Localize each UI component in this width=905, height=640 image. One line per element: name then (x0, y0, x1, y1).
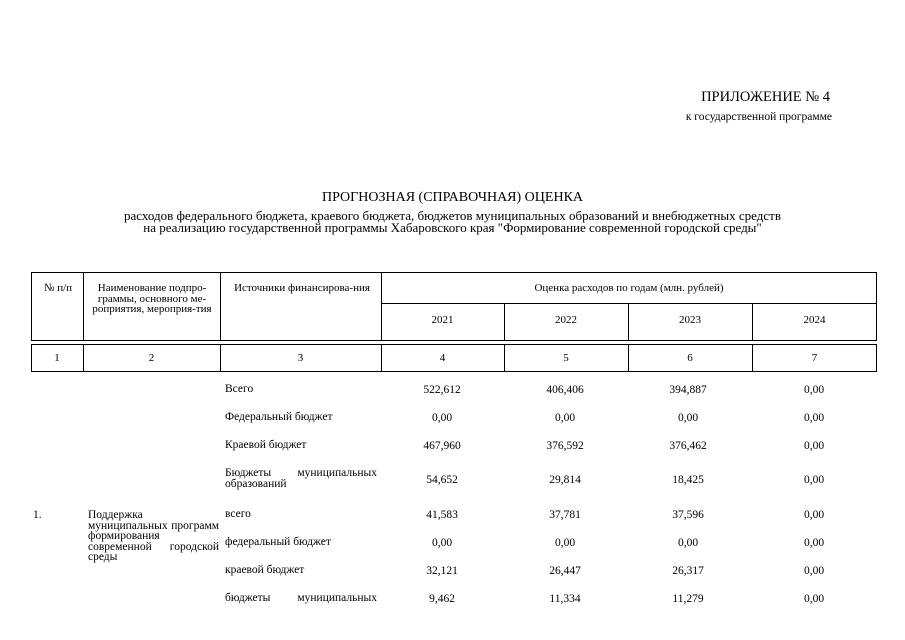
value-cell: 0,00 (803, 474, 825, 486)
value-cell: 0,00 (554, 412, 576, 424)
source-label: Федеральный бюджет (225, 411, 333, 423)
column-number: 2 (148, 352, 155, 364)
header-source: Источники финансирова-ния (234, 282, 370, 294)
value-cell: 0,00 (803, 412, 825, 424)
column-number: 1 (54, 352, 60, 364)
source-label: краевой бюджет (225, 564, 305, 576)
value-cell: 0,00 (554, 537, 576, 549)
value-cell: 376,592 (546, 440, 584, 452)
value-cell: 0,00 (803, 537, 825, 549)
value-cell: 0,00 (677, 537, 699, 549)
value-cell: 0,00 (803, 565, 825, 577)
document-subtitle-line2: на реализацию государственной программы Хабаровского края "Формирование современной городской среды" (143, 220, 762, 235)
item-number: 1. (33, 509, 42, 521)
column-number: 4 (439, 352, 446, 364)
header-year: 2024 (803, 314, 826, 326)
value-cell: 26,447 (549, 565, 581, 577)
value-cell: 467,960 (423, 440, 461, 452)
document-subtitle (55, 210, 850, 234)
value-cell: 29,814 (549, 474, 581, 486)
header-year: 2023 (679, 314, 701, 326)
value-cell: 11,279 (672, 593, 704, 605)
source-label: Бюджеты муниципальных образований (225, 467, 377, 490)
value-cell: 41,583 (426, 509, 458, 521)
source-label: бюджеты муниципальных (225, 592, 377, 604)
column-number: 7 (811, 352, 818, 364)
value-cell: 32,121 (426, 565, 458, 577)
appendix-subtitle: к государственной программе (685, 111, 832, 123)
value-cell: 522,612 (423, 384, 461, 396)
header-estimate: Оценка расходов по годам (млн. рублей) (534, 282, 724, 294)
column-number: 5 (563, 352, 569, 364)
value-cell: 0,00 (431, 537, 453, 549)
column-number: 3 (297, 352, 304, 364)
value-cell: 9,462 (429, 593, 455, 605)
value-cell: 11,334 (549, 593, 581, 605)
value-cell: 0,00 (803, 593, 825, 605)
value-cell: 0,00 (431, 412, 453, 424)
value-cell: 406,406 (546, 384, 584, 396)
header-table (31, 272, 877, 372)
column-number: 6 (687, 352, 693, 364)
value-cell: 0,00 (803, 440, 825, 452)
source-label: Краевой бюджет (225, 439, 307, 451)
document-title: ПРОГНОЗНАЯ (СПРАВОЧНАЯ) ОЦЕНКА (321, 190, 584, 205)
value-cell: 54,652 (426, 474, 458, 486)
value-cell: 37,781 (549, 509, 581, 521)
header-year: 2022 (555, 314, 577, 326)
source-label: Всего (225, 383, 254, 395)
item-name: Поддержка муниципальных программ формирования современной городской среды (88, 509, 219, 563)
value-cell: 37,596 (672, 509, 704, 521)
value-cell: 0,00 (803, 384, 825, 396)
value-cell: 18,425 (672, 474, 704, 486)
header-divider (220, 272, 221, 341)
value-cell: 26,317 (672, 565, 704, 577)
document-subtitle-line1: расходов федерального бюджета, краевого бюджета, бюджетов муниципальных образований и внебюджетных средств (124, 208, 781, 223)
value-cell: 0,00 (677, 412, 699, 424)
header-divider (381, 303, 877, 304)
header-num: № п/п (43, 282, 73, 294)
header-divider (83, 272, 84, 341)
value-cell: 394,887 (669, 384, 707, 396)
source-label: всего (225, 508, 251, 520)
header-year: 2021 (431, 314, 454, 326)
header-name: Наименование подпро-граммы, основного ме-роприятия, мероприя-тия (92, 282, 212, 315)
value-cell: 0,00 (803, 509, 825, 521)
appendix-title: ПРИЛОЖЕНИЕ № 4 (701, 89, 830, 105)
source-label: федеральный бюджет (225, 536, 331, 548)
value-cell: 376,462 (669, 440, 707, 452)
